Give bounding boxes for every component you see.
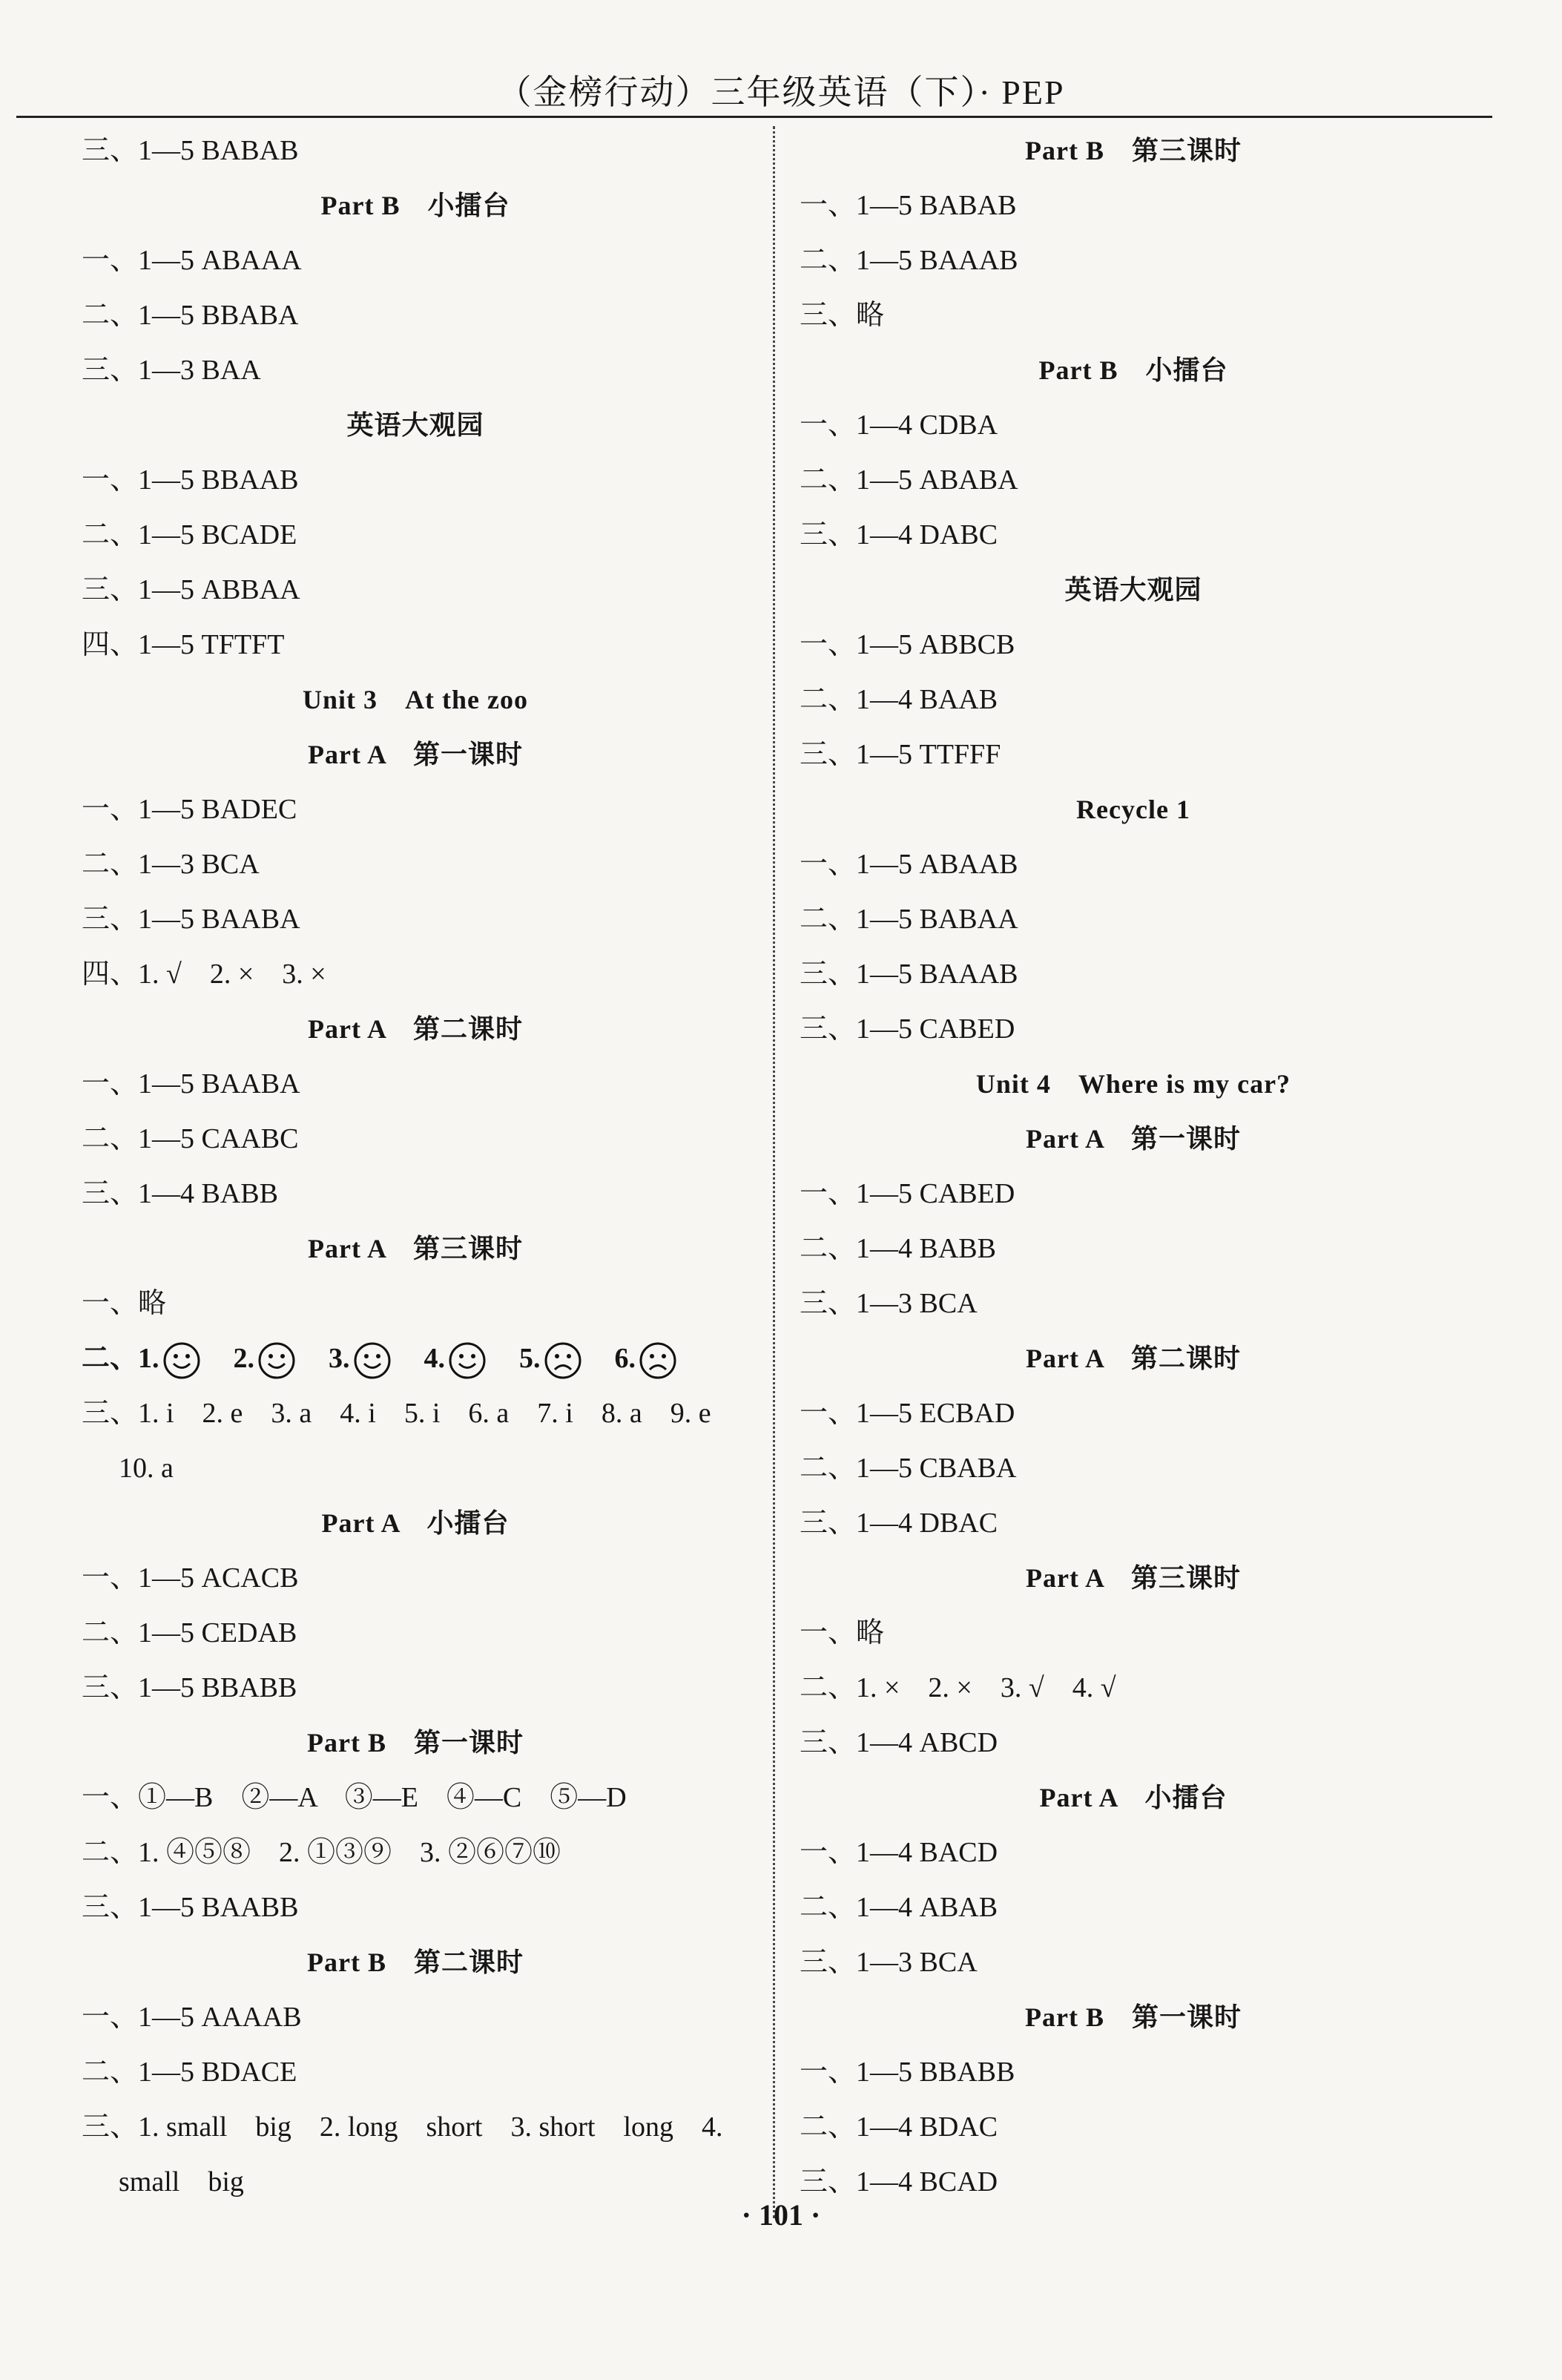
answer-line: 三、1—4 DBAC [800,1508,998,1539]
section-heading: Unit 3 At the zoo [303,685,528,714]
section-heading: Part A 第三课时 [308,1234,523,1263]
section-heading: Part B 小擂台 [320,191,510,220]
smiley-face-icon [353,1341,392,1380]
answer-line: 一、1—4 CDBA [800,410,998,441]
item-number: 2. [233,1343,255,1374]
section-heading: Recycle 1 [1076,795,1190,824]
answer-line: 二、1—5 CBABA [800,1453,1017,1484]
answer-line: 三、略 [800,300,885,331]
answer-line: small big [119,2166,244,2197]
answer-line: 一、1—5 BBAAB [82,464,299,496]
answer-line: 三、1—5 BBABB [82,1672,297,1703]
item-number: 1. [138,1343,159,1374]
answer-line: 三、1—4 BABB [82,1178,278,1209]
answer-line: 一、1—5 ABBCB [800,629,1015,660]
left-answer-column [82,123,749,2209]
answer-line: 二、1—5 BBABA [82,300,299,331]
page-number: · 101 · [741,2198,821,2232]
answer-line: 一、1—4 BACD [800,1837,998,1868]
section-heading: Part A 第二课时 [1026,1344,1241,1373]
answer-line: 二、1—5 BCADE [82,519,297,550]
answer-line: 二、1—5 BABAA [800,904,1018,935]
answer-line: 三、1—3 BCA [800,1288,978,1319]
answer-line: 10. a [119,1453,174,1484]
answer-line: 一、1—5 ACACB [82,1562,299,1594]
answer-line: 二、1—3 BCA [82,849,260,880]
answer-line: 三、1—4 BCAD [800,2166,998,2197]
header-rule [16,116,1492,118]
answer-line: 二、1—4 BDAC [800,2111,998,2143]
answer-line: 二、1—5 ABABA [800,464,1018,496]
smiley-face-icon [162,1341,201,1380]
section-heading: Part A 第一课时 [308,740,523,769]
answer-line: 三、1—5 CABED [800,1013,1015,1045]
section-heading: Part B 小擂台 [1038,355,1228,385]
answer-line: 三、1—5 TTFFF [800,739,1001,770]
sad-face-icon [544,1341,582,1380]
answer-line: 一、1—5 ABAAB [800,849,1018,880]
answer-line: 三、1—4 DABC [800,519,998,550]
answer-line: 三、1—5 BAABB [82,1892,299,1923]
answer-line: 二、1—5 CEDAB [82,1617,297,1648]
item-number: 4. [424,1343,446,1374]
answer-line: 三、1—4 ABCD [800,1727,998,1758]
answer-line: 二、1. × 2. × 3. √ 4. √ [800,1672,1116,1703]
answer-line: 二、1—5 BDACE [82,2057,297,2088]
section-heading: Part B 第二课时 [307,1947,524,1977]
answer-line: 一、1—5 CABED [800,1178,1015,1209]
answer-line: 一、1—5 ABAAA [82,245,302,276]
answer-line: 一、①—B ②—A ③—E ④—C ⑤—D [82,1782,627,1813]
section-heading: Part B 第三课时 [1025,136,1242,165]
answer-line: 一、1—5 BBABB [800,2057,1015,2088]
answer-line: 二、1. ④⑤⑧ 2. ①③⑨ 3. ②⑥⑦⑩ [82,1837,561,1868]
section-heading: Part A 第二课时 [308,1014,523,1044]
answer-line: 一、1—5 BABAB [800,190,1017,221]
section-heading: 英语大观园 [346,410,484,440]
smiley-face-icon [448,1341,487,1380]
section-heading: Part B 第一课时 [1025,2002,1242,2032]
answer-line: 四、1—5 TFTFT [82,629,285,660]
answer-line: 三、1—5 BAAAB [800,959,1018,990]
section-heading: Part A 小擂台 [321,1508,510,1538]
answer-line: 三、1. i 2. e 3. a 4. i 5. i 6. a 7. i 8. a 9. e [82,1398,711,1429]
column-divider [773,126,775,2218]
answer-line: 一、1—5 ECBAD [800,1398,1015,1429]
section-heading: Part B 第一课时 [307,1728,524,1758]
item-number: 5. [519,1343,541,1374]
answer-line: 三、1—3 BAA [82,355,261,386]
answer-line: 三、1—5 BABAB [82,135,299,166]
right-answer-column [800,123,1467,2209]
answer-line: 二、1—4 BABB [800,1233,996,1264]
answer-line: 一、略 [82,1288,167,1319]
answer-line: 三、1—5 BAABA [82,904,300,935]
question-prefix: 二、 [82,1343,139,1374]
item-number: 3. [329,1343,350,1374]
answer-line: 一、1—5 BAABA [82,1068,300,1099]
section-heading: 英语大观园 [1064,575,1202,605]
sad-face-icon [639,1341,677,1380]
answer-line-faces [82,1331,749,1386]
answer-line: 三、1—5 ABBAA [82,574,300,605]
section-heading: Part A 第三课时 [1026,1563,1241,1593]
answer-line: 二、1—5 CAABC [82,1123,299,1154]
smiley-face-icon [257,1341,296,1380]
answer-line: 四、1. √ 2. × 3. × [82,959,326,990]
answer-line: 二、1—5 BAAAB [800,245,1018,276]
answer-line: 三、1. small big 2. long short 3. short long 4. [82,2111,723,2143]
section-heading: Part A 小擂台 [1039,1783,1227,1812]
item-number: 6. [614,1343,636,1374]
section-heading: Unit 4 Where is my car? [975,1069,1291,1099]
answer-line: 一、1—5 BADEC [82,794,297,825]
section-heading: Part A 第一课时 [1026,1124,1241,1154]
answer-line: 三、1—3 BCA [800,1947,978,1978]
answer-line: 二、1—4 BAAB [800,684,998,715]
answer-line: 二、1—4 ABAB [800,1892,998,1923]
answer-line: 一、略 [800,1617,885,1648]
answer-line: 一、1—5 AAAAB [82,2002,302,2033]
page-header-title: （金榜行动）三年级英语（下）· PEP [497,73,1065,111]
